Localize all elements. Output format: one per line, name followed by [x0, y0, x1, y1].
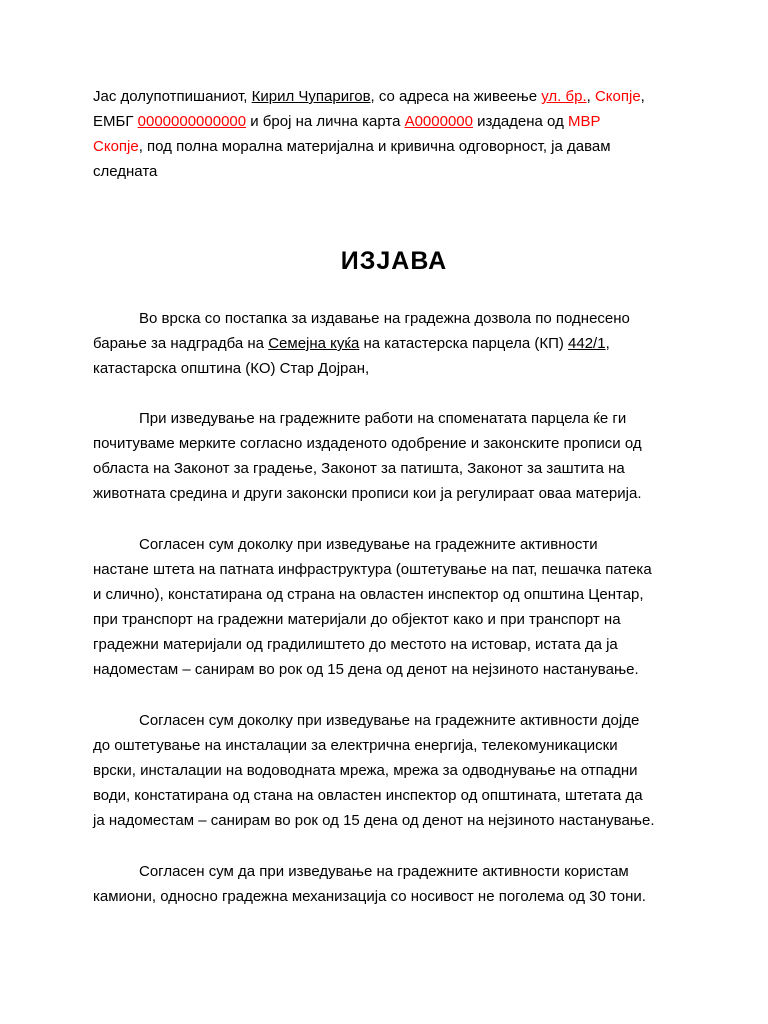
paragraph-line: Согласен сум доколку при изведување на градежните активности — [139, 536, 598, 553]
intro-text: , со адреса на живеење — [370, 88, 542, 105]
intro-text: издадена од — [472, 113, 568, 130]
paragraph-line: почитуваме мерките согласно издаденото одобрение и законските прописи од — [93, 435, 642, 452]
paragraph-line: При изведување на градежните работи на споменатата парцела ќе ги — [139, 410, 627, 427]
object-field: Семејна куќа — [268, 335, 360, 352]
paragraph-line: камиони, односно градежна механизација со носивост не поголема од 30 тони. — [93, 888, 646, 905]
paragraph-line — [93, 331, 683, 356]
intro-paragraph — [93, 84, 683, 184]
paragraph-line: областа на Законот за градење, Законот за патишта, Законот за заштита на — [93, 460, 625, 477]
declarant-name: Кирил Чупаригов — [251, 88, 371, 105]
intro-text: , — [586, 88, 595, 105]
paragraph-line: катастарска општина (КО) Стар Дојран, — [93, 360, 370, 377]
paragraph-4 — [93, 708, 683, 833]
paragraph-line: надоместам – санирам во рок од 15 дена од денот на нејзиното настанување. — [93, 661, 639, 678]
intro-line-2 — [93, 109, 683, 134]
paragraph-line: врски, инсталации на водоводната мрежа, мрежа за одводнување на отпадни — [93, 762, 638, 779]
paragraph-line: при транспорт на градежни материјали до објектот како и при транспорт на — [93, 611, 621, 628]
parcel-number-field: 442/1 — [568, 335, 606, 352]
city-field: Скопје — [594, 88, 641, 105]
issuer-field: МВР — [568, 113, 601, 130]
address-field: ул. бр. — [541, 88, 587, 105]
issuer-city-field: Скопје — [93, 138, 139, 155]
paragraph-text: на катастерска парцела (КП) — [359, 335, 569, 352]
paragraph-line: ја надоместам – санирам во рок од 15 дена од денот на нејзиното настанување. — [93, 812, 655, 829]
paragraph-line: животната средина и други законски прописи кои ја регулираат оваа материја. — [93, 485, 642, 502]
paragraph-line: води, констатирана од стана на овластен инспектор од општината, штетата да — [93, 787, 643, 804]
intro-line-1 — [93, 84, 683, 109]
paragraph-text: , — [605, 335, 610, 352]
paragraph-line: Согласен сум доколку при изведување на градежните активности дојде — [139, 712, 640, 729]
paragraph-3 — [93, 532, 683, 682]
document-title: ИЗЈАВА — [340, 247, 448, 275]
intro-text: и број на лична карта — [246, 113, 405, 130]
paragraph-line: до оштетување на инсталации за електрична енергија, телекомуникациски — [93, 737, 618, 754]
paragraph-2 — [93, 406, 683, 506]
embg-field: 0000000000000 — [137, 113, 247, 130]
intro-line-4: следната — [93, 163, 158, 180]
paragraph-text: барање за надградба на — [93, 335, 269, 352]
paragraph-line: настане штета на патната инфраструктура (оштетување на пат, пешачка патека — [93, 561, 652, 578]
paragraph-line: Во врска со постапка за издавање на градежна дозвола по поднесено — [139, 310, 630, 327]
intro-text: , — [640, 88, 645, 105]
paragraph-line: и слично), констатирана од страна на овластен инспектор од општина Центар, — [93, 586, 644, 603]
intro-text: Јас долупотпишаниот, — [93, 88, 252, 105]
intro-line-3 — [93, 134, 683, 159]
intro-text: , под полна морална материјална и кривична одговорност, ја давам — [138, 138, 611, 155]
paragraph-1 — [93, 306, 683, 381]
paragraph-line: градежни материјали од градилиштето до местото на истовар, истата да ја — [93, 636, 618, 653]
id-card-number-field: А0000000 — [404, 113, 473, 130]
paragraph-line: Согласен сум да при изведување на градежните активности користам — [139, 863, 629, 880]
paragraph-5 — [93, 859, 683, 909]
intro-text: ЕМБГ — [93, 113, 138, 130]
